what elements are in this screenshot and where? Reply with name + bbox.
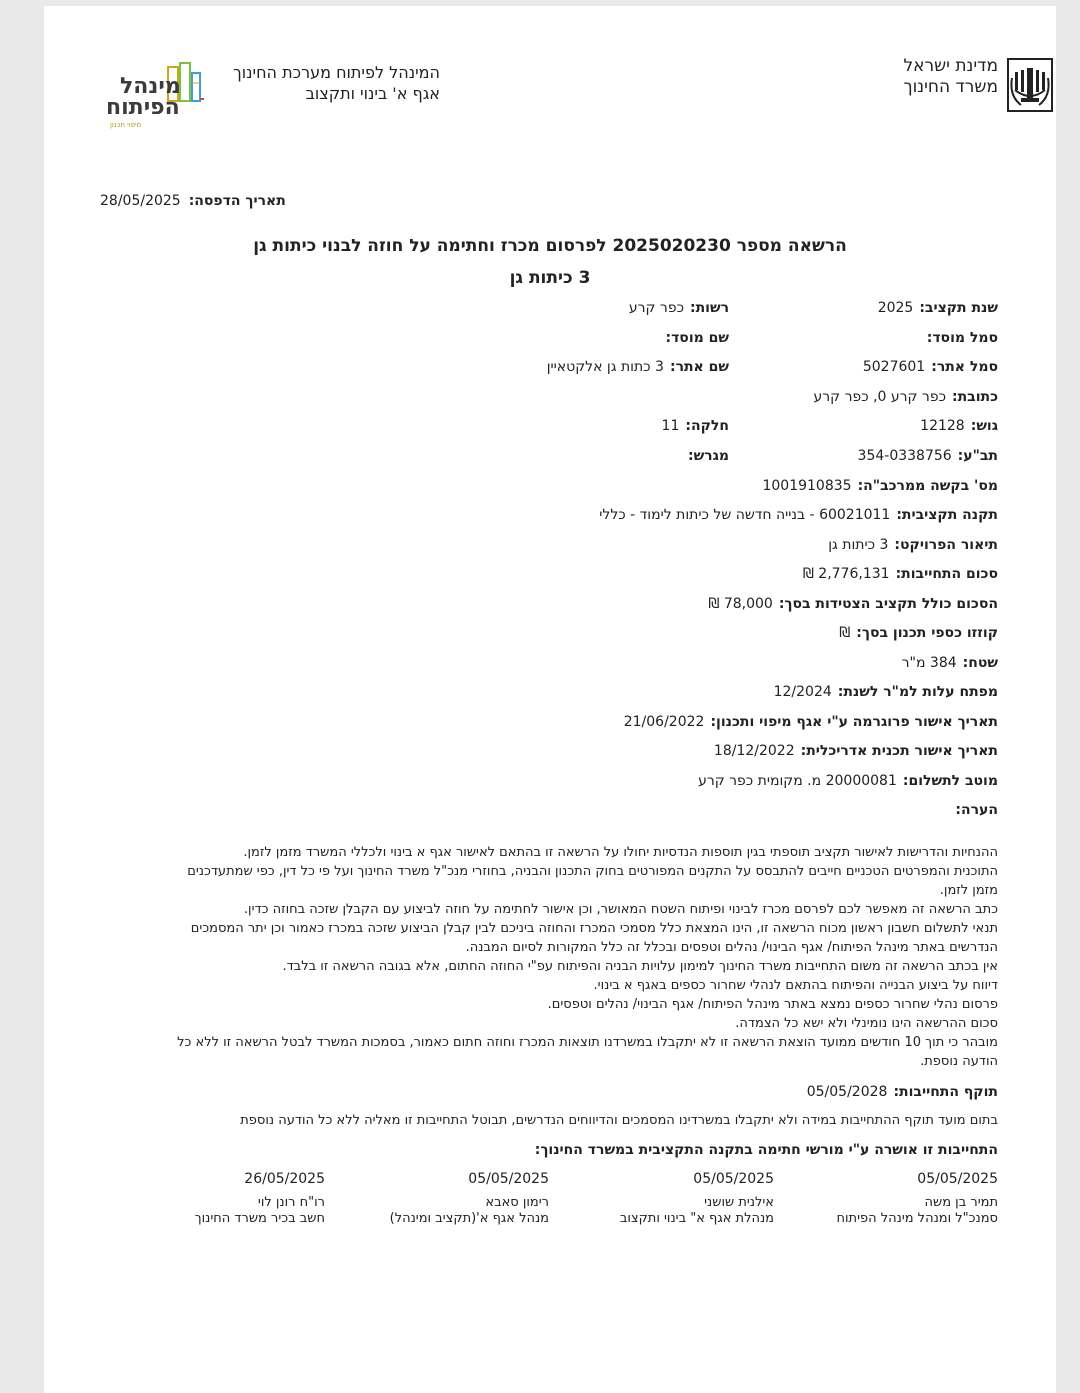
field-site-code: סמל אתר:5027601 [862, 359, 998, 375]
department-name: אגף א' בינוי ותקצוב [305, 84, 440, 103]
minhal-logo [104, 61, 208, 133]
field-arch-approval: תאריך אישור תכנית אדריכלית:18/12/2022 [713, 743, 998, 759]
signers-title: התחייבות זו אושרה ע"י מורשי חתימה בתקנה התקציבית במשרד החינוך: [534, 1142, 998, 1158]
logo-subtitle: מיפוי תכנון [110, 121, 142, 129]
signer-role: מנהל אגף א'(תקציב ומינהל) [389, 1211, 549, 1226]
logo-word-pituach: הפיתוח [106, 95, 180, 120]
field-budget-year: שנת תקציב:2025 [877, 300, 998, 316]
body-line: ההנחיות והדרישות לאישור תקציב תוספתי בגין תוספות הנדסיות יחולו על הרשאה זו בהתאם לאישור אגף א בינוי ולכללי המשרד מזמן לזמן. [243, 845, 998, 860]
field-equipment-sum: הסכום כולל תקציב הצטידות בסך:78,000 ₪ [708, 596, 998, 612]
body-line: הנדרשים באתר מינהל הפיתוח/ אגף הבינוי/ נהלים וטפסים ובכלל זה כלל המקורות לסיום המבנה. [465, 940, 998, 955]
field-project-desc: תיאור הפרויקט:3 כיתות גן [828, 537, 998, 553]
signer-date: 26/05/2025 [244, 1171, 325, 1187]
signer-role: חשב בכיר משרד החינוך [194, 1211, 325, 1226]
field-authority: רשות:כפר קרע [628, 300, 729, 316]
document-subtitle: 3 כיתות גן [509, 268, 591, 288]
field-cost-key: מפתח עלות למ"ר לשנת:12/2024 [773, 684, 998, 700]
document-page [44, 6, 1056, 1393]
field-payee: מוטב לתשלום:20000081 מ. מקומית כפר קרע [698, 773, 998, 789]
body-line: תנאי לתשלום חשבון ראשון מכוח הרשאה זו, הינו המצאת כלל מסמכי המכרז והחוזה ביניכם לבין קבלן הביצוע שזכה במכרז כאמור וכן יתר המסמכים [190, 921, 998, 936]
signer-date: 05/05/2025 [917, 1171, 998, 1187]
field-budget-clause: תקנה תקציבית:60021011 - בנייה חדשה של כיתות לימוד - כללי [599, 507, 998, 523]
signer-name: רו"ח רונן לוי [257, 1195, 325, 1210]
field-program-approval: תאריך אישור פרוגרמה ע"י אגף מיפוי ותכנון:21/06/2022 [623, 714, 998, 730]
signer-name: תמיר בן משה [924, 1195, 998, 1210]
logo-word-minhal: מינהל [120, 74, 181, 99]
body-line: אין בכתב הרשאה זה משום התחייבות משרד החינוך למימון עלויות הבניה והפיתוח עפ"י החוזה החתום, אלא בגובה הרשאה זו בלבד. [282, 959, 998, 974]
body-line: מובהר כי תוך 10 חודשים ממועד הוצאת הרשאה זו לא יתקבלו במשרדנו תוצאות המכרז וחוזה חתום כאמור, בסמכות המשרד לבטל הרשאה זו ללא כל [177, 1035, 998, 1050]
field-commitment-sum: סכום התחייבות:2,776,131 ₪ [802, 566, 998, 582]
signer-role: מנהלת אגף א" בינוי ותקצוב [619, 1211, 774, 1226]
field-migrash: מגרש: [687, 448, 729, 464]
field-note: הערה: [955, 802, 998, 818]
state-header [904, 56, 998, 98]
signer-name: אילנית שושני [704, 1195, 774, 1210]
body-line: התוכנית והמפרטים הטכניים חייבים להתבסס על התקנים המפורטים בחוק התכנון והבניה, בחוזרי מנכ"ל משרד החינוך ועל פי כל דין, כפי שמתעדכנים [187, 864, 998, 879]
print-date-label: תאריך הדפסה: [188, 193, 286, 209]
field-area: שטח:384 מ"ר [901, 655, 998, 671]
state-emblem-icon [1007, 58, 1053, 112]
signer-date: 05/05/2025 [693, 1171, 774, 1187]
body-line: סכום ההרשאה הינו נומינלי ולא ישא כל הצמדה. [735, 1016, 998, 1031]
body-line: כתב הרשאה זה מאפשר לכם לפרסם מכרז לבינוי ופיתוח השטח המאושר, וכן אישור לחתימה על חוזה לביצוע עם הקבלן שזכה בחוזה כדין. [243, 902, 998, 917]
minhal-header [233, 62, 440, 104]
body-line: הודעה נוספת. [920, 1054, 998, 1069]
signer-name: רימון סאבא [485, 1195, 549, 1210]
validity-note: בתום מועד תוקף ההתחייבות במידה ולא יתקבלו במשרדינו המסמכים והדיווחים הנדרשים, תבוטל התחייבות זו מאליה ללא כל הודעה נוספת [240, 1113, 998, 1128]
field-planning-sum: קוזזו כספי תכנון בסך:₪ [839, 625, 998, 641]
signer-date: 05/05/2025 [468, 1171, 549, 1187]
body-line: מזמן לזמן. [939, 883, 998, 898]
body-line: פרסום נהלי שחרור כספים נמצא באתר מינהל הפיתוח/ אגף הבינוי/ נהלים וטפסים. [547, 997, 998, 1012]
body-line: דיווח על ביצוע הבנייה והפיתוח בהתאם לנהלי שחרור כספים באגף א בינוי. [593, 978, 998, 993]
field-taba: תב"ע:354-0338756 [857, 448, 998, 464]
field-site-name: שם אתר:3 כתות גן אלקטאיין [546, 359, 729, 375]
minhal-name: המינהל לפיתוח מערכת החינוך [233, 63, 440, 82]
print-date [100, 193, 286, 209]
state-name: מדינת ישראל [903, 56, 998, 76]
field-institution-name: שם מוסד: [665, 330, 729, 346]
ministry-name: משרד החינוך [903, 77, 998, 97]
document-title: הרשאה מספר 2025020230 לפרסום מכרז וחתימה על חוזה לבנוי כיתות גן [253, 236, 847, 256]
field-validity: תוקף התחייבות:05/05/2028 [806, 1084, 998, 1100]
print-date-value: 28/05/2025 [100, 193, 181, 209]
field-request-no: מס' בקשה ממרכב"ה:1001910835 [762, 478, 998, 494]
signer-role: סמנכ"ל ומנהל מינהל הפיתוח [836, 1211, 998, 1226]
field-helka: חלקה:11 [661, 418, 729, 434]
field-address: כתובת:כפר קרע 0, כפר קרע [813, 389, 998, 405]
field-gush: גוש:12128 [920, 418, 998, 434]
field-institution-code: סמל מוסד: [926, 330, 998, 346]
